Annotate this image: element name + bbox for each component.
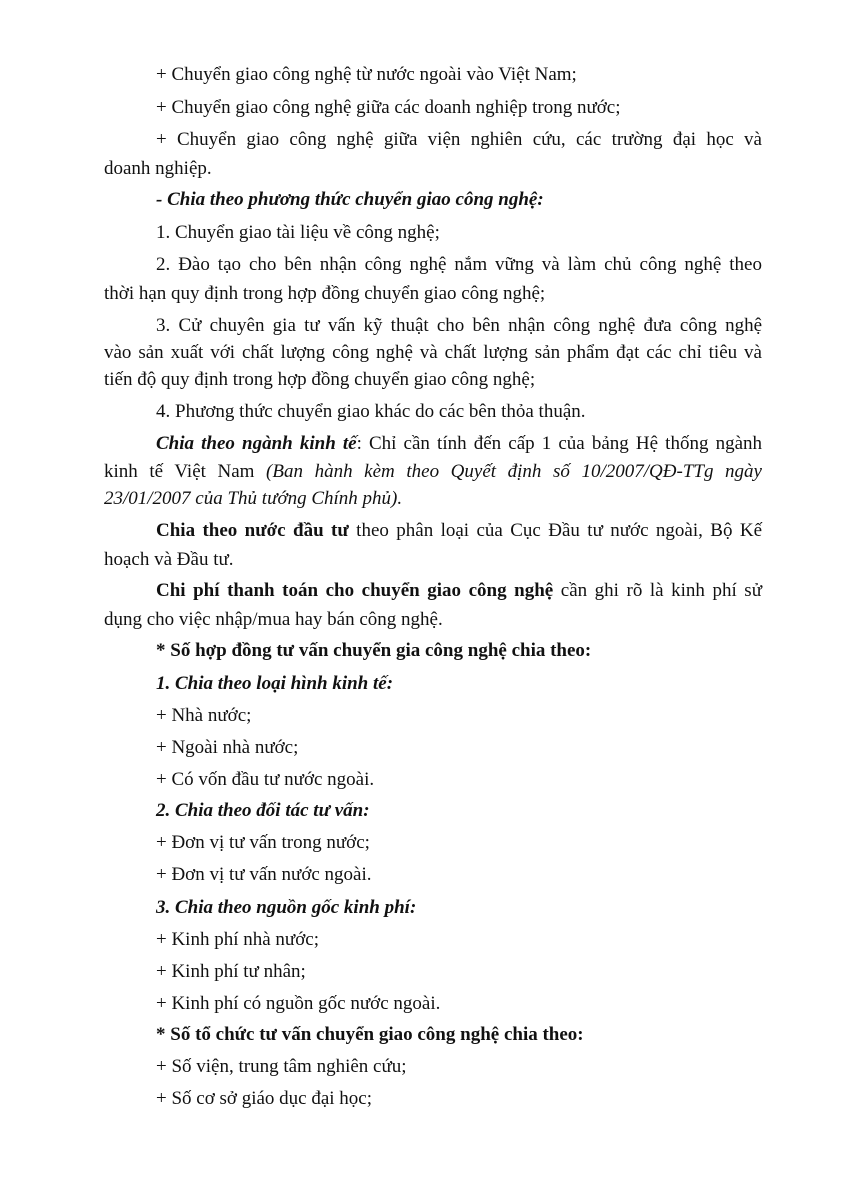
- text-line: [156, 520, 762, 542]
- section-heading: - Chia theo phương thức chuyển giao công nghệ:: [156, 189, 544, 210]
- text-line: + Đơn vị tư vấn nước ngoài.: [156, 864, 372, 885]
- text-line: + Số viện, trung tâm nghiên cứu;: [156, 1056, 407, 1077]
- inline-heading: Chia theo ngành kinh tế: [156, 433, 357, 454]
- inline-text: theo phân loại của Cục Đầu tư nước ngoài, Bộ Kế: [348, 520, 763, 541]
- text-line: [156, 580, 762, 602]
- inline-italic: (Ban hành kèm theo Quyết định số 10/2007/QĐ-TTg ngày: [266, 461, 762, 482]
- text-line: + Kinh phí tư nhân;: [156, 961, 306, 982]
- inline-bold: Chia theo nước đầu tư: [156, 520, 349, 541]
- section-heading: * Số tổ chức tư vấn chuyển giao công nghệ chia theo:: [156, 1024, 584, 1045]
- text-line: + Có vốn đầu tư nước ngoài.: [156, 769, 375, 790]
- text-line: 1. Chuyển giao tài liệu về công nghệ;: [156, 222, 440, 243]
- text-line: + Kinh phí có nguồn gốc nước ngoài.: [156, 993, 441, 1014]
- text-line: 4. Phương thức chuyển giao khác do các bên thỏa thuận.: [156, 401, 586, 422]
- inline-bold: Chi phí thanh toán cho chuyển giao công nghệ: [156, 580, 554, 601]
- text-line: + Chuyển giao công nghệ từ nước ngoài vào Việt Nam;: [156, 64, 577, 85]
- subsection-heading: 3. Chia theo nguồn gốc kinh phí:: [156, 897, 417, 918]
- text-line: + Chuyển giao công nghệ giữa viện nghiên cứu, các trường đại học và: [156, 129, 762, 150]
- text-line: dụng cho việc nhập/mua hay bán công nghệ.: [104, 609, 443, 630]
- text-line: + Số cơ sở giáo dục đại học;: [156, 1088, 373, 1109]
- text-line: + Ngoài nhà nước;: [156, 737, 299, 758]
- subsection-heading: 2. Chia theo đối tác tư vấn:: [156, 800, 370, 821]
- inline-text: : Chỉ cần tính đến cấp 1 của bảng Hệ thống ngành: [356, 433, 762, 454]
- text-line: [104, 461, 762, 483]
- inline-text: cần ghi rõ là kinh phí sử: [553, 580, 762, 601]
- text-line: + Nhà nước;: [156, 705, 252, 726]
- section-heading: * Số hợp đồng tư vấn chuyển gia công nghệ chia theo:: [156, 640, 592, 661]
- text-line: + Kinh phí nhà nước;: [156, 929, 319, 950]
- text-line: vào sản xuất với chất lượng công nghệ và chất lượng sản phẩm đạt các chỉ tiêu và: [104, 342, 762, 363]
- text-line: + Chuyển giao công nghệ giữa các doanh nghiệp trong nước;: [156, 97, 621, 118]
- text-line: hoạch và Đầu tư.: [104, 549, 234, 570]
- inline-text: kinh tế Việt Nam: [104, 461, 267, 482]
- text-line: thời hạn quy định trong hợp đồng chuyển giao công nghệ;: [104, 283, 546, 304]
- subsection-heading: 1. Chia theo loại hình kinh tế:: [156, 673, 394, 694]
- text-line: + Đơn vị tư vấn trong nước;: [156, 832, 370, 853]
- text-line: 3. Cử chuyên gia tư vấn kỹ thuật cho bên nhận công nghệ đưa công nghệ: [156, 315, 762, 336]
- text-line: tiến độ quy định trong hợp đồng chuyển giao công nghệ;: [104, 369, 536, 390]
- text-line: 23/01/2007 của Thủ tướng Chính phủ).: [104, 488, 403, 509]
- text-line: [156, 433, 762, 455]
- text-line: doanh nghiệp.: [104, 158, 212, 179]
- text-line: 2. Đào tạo cho bên nhận công nghệ nắm vững và làm chủ công nghệ theo: [156, 254, 762, 275]
